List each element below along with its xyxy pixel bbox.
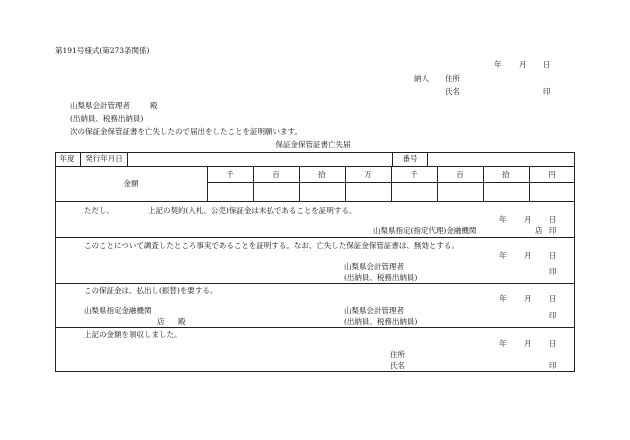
form-number: 第191号様式(第273条関係) (55, 46, 150, 55)
section3-text: この保証金は、払出し(振替)を要する。 (84, 286, 218, 295)
section3-month: 月 (524, 294, 532, 303)
applicant-address-label: 住所 (445, 74, 460, 83)
section2-year: 年 (499, 251, 507, 260)
request-text: 次の保証金保管証書を亡失したので届出をしたことを証明願います。 (70, 127, 302, 136)
section3-seal: 印 (549, 311, 557, 320)
section2-day: 日 (549, 251, 557, 260)
section1-month: 月 (524, 215, 532, 224)
section2-text: このことについて調査したところ事実であることを証明する。なお、亡失した保証金保管証書は、無効とする。 (84, 241, 459, 250)
applicant-label: 納人 (414, 74, 429, 83)
section4-month: 月 (524, 339, 532, 348)
section4-seal: 印 (549, 361, 557, 370)
digit-unit: 拾 (502, 170, 510, 179)
digit-unit: 円 (548, 170, 556, 179)
applicant-seal: 印 (543, 87, 551, 96)
digit-unit: 千 (410, 170, 418, 179)
digit-unit: 千 (226, 170, 234, 179)
section3-branch: 店 (157, 317, 165, 326)
section4-name-label: 氏名 (390, 361, 405, 370)
recipient-sub: (出納員、税務出納員) (70, 114, 144, 123)
applicant-name-label: 氏名 (445, 87, 460, 96)
section2-month: 月 (524, 251, 532, 260)
section4-address-label: 住所 (390, 350, 405, 359)
section4-year: 年 (499, 339, 507, 348)
section3-day: 日 (549, 294, 557, 303)
year-label: 年度 (59, 154, 75, 163)
digit-unit: 百 (272, 170, 280, 179)
section1-text: 上記の契約(入札、公売)保証金は未払であることを証明する。 (148, 206, 357, 215)
section3-signer-sub: (出納員、税務出納員) (344, 317, 418, 326)
recipient-honorific: 殿 (150, 101, 158, 110)
section1-year: 年 (499, 215, 507, 224)
section1-prefix: ただし、 (84, 206, 114, 215)
section2-signer-sub: (出納員、税務出納員) (344, 273, 418, 282)
issue-date-label: 発行年月日 (85, 154, 123, 163)
section1-bank: 山梨県指定(指定代理)金融機関 (373, 226, 477, 235)
section3-bank: 山梨県指定金融機関 (84, 306, 152, 315)
digit-unit: 万 (364, 170, 372, 179)
section4-day: 日 (549, 339, 557, 348)
section1-day: 日 (549, 215, 557, 224)
section2-signer: 山梨県会計管理者 (344, 262, 404, 271)
digit-unit: 拾 (318, 170, 326, 179)
header-day: 日 (543, 60, 551, 69)
section2-seal: 印 (549, 267, 557, 276)
table-title: 保証金保管証書亡失届 (275, 140, 351, 149)
section3-signer: 山梨県会計管理者 (344, 306, 404, 315)
recipient-title: 山梨県会計管理者 (70, 101, 130, 110)
section1-seal: 印 (549, 226, 557, 235)
section4-text: 上記の金額を領収しました。 (84, 330, 182, 339)
header-month: 月 (519, 60, 527, 69)
number-label: 番号 (402, 154, 418, 163)
header-year: 年 (494, 60, 502, 69)
amount-label: 金額 (123, 179, 139, 188)
section1-branch: 店 (535, 226, 543, 235)
section3-honorific: 殿 (178, 317, 186, 326)
digit-unit: 百 (456, 170, 464, 179)
section3-year: 年 (499, 294, 507, 303)
